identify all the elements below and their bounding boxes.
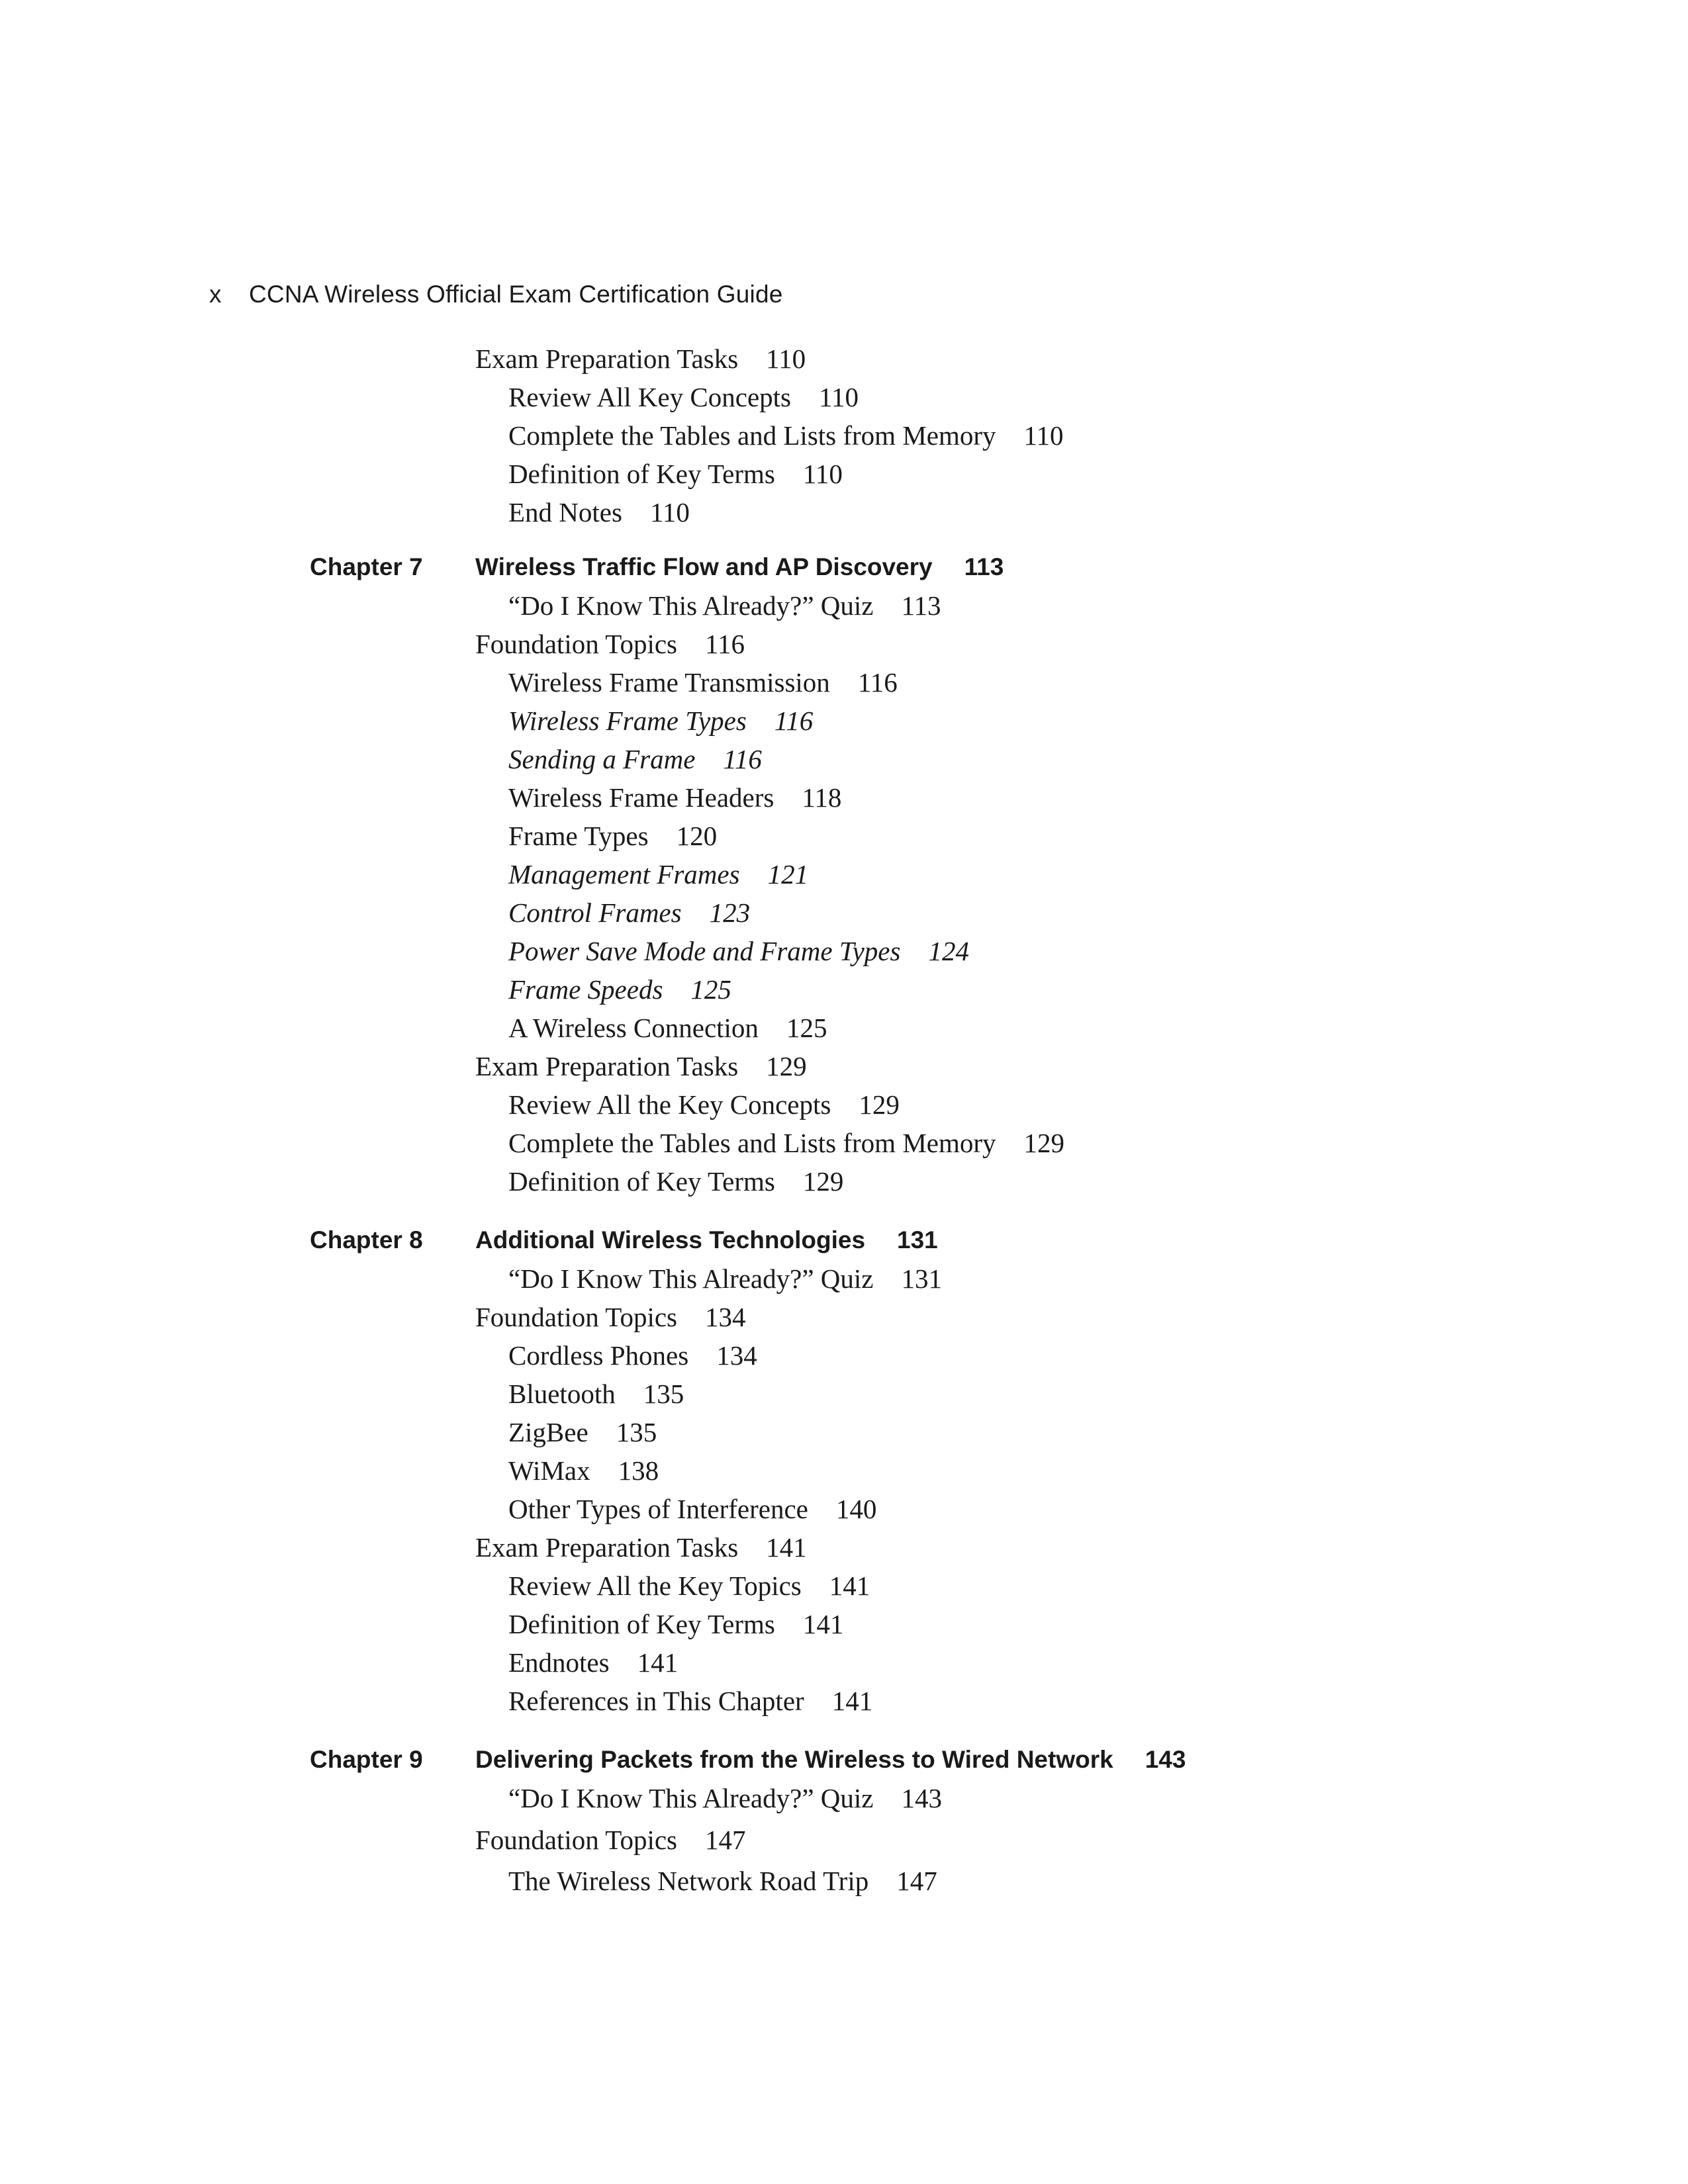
toc-entry <box>508 976 731 1003</box>
toc-entry-page: 147 <box>705 1825 746 1855</box>
toc-entry-label: ZigBee <box>508 1417 588 1447</box>
toc-entry-page: 110 <box>819 382 859 412</box>
toc-entry <box>508 1688 872 1715</box>
chapter-number: Chapter 9 <box>310 1746 423 1773</box>
toc-entry <box>508 746 762 773</box>
chapter-title-text: Wireless Traffic Flow and AP Discovery <box>475 553 933 580</box>
toc-entry <box>475 1534 807 1561</box>
toc-entry <box>475 1827 746 1854</box>
toc-entry-label: Foundation Topics <box>475 1825 678 1855</box>
toc-entry-label: “Do I Know This Already?” Quiz <box>508 1783 874 1813</box>
toc-entry-page: 143 <box>901 1783 942 1813</box>
toc-entry <box>475 631 745 658</box>
toc-entry-page: 125 <box>786 1013 827 1043</box>
toc-entry-page: 129 <box>859 1089 900 1120</box>
toc-entry-label: The Wireless Network Road Trip <box>508 1866 869 1896</box>
toc-entry <box>508 1419 657 1446</box>
toc-entry-label: Bluetooth <box>508 1379 616 1409</box>
toc-entry <box>508 1130 1064 1157</box>
toc-entry-label: Control Frames <box>508 897 682 928</box>
toc-entry-label: “Do I Know This Already?” Quiz <box>508 590 874 621</box>
toc-entry <box>508 1868 937 1895</box>
toc-entry-label: End Notes <box>508 497 622 527</box>
toc-entry <box>508 461 843 488</box>
toc-entry-label: Wireless Frame Types <box>508 705 747 736</box>
toc-entry <box>508 384 859 411</box>
toc-entry-page: 110 <box>1023 420 1064 451</box>
chapter-number: Chapter 7 <box>310 553 423 580</box>
toc-entry-page: 123 <box>709 897 751 928</box>
toc-entry <box>508 899 750 927</box>
toc-entry-label: Management Frames <box>508 859 740 889</box>
toc-entry-page: 129 <box>802 1166 844 1197</box>
toc-entry-label: Review All Key Concepts <box>508 382 792 412</box>
toc-entry-page: 116 <box>723 744 762 774</box>
toc-entry-page: 129 <box>766 1051 807 1081</box>
toc-entry-page: 118 <box>802 782 842 813</box>
chapter-number: Chapter 8 <box>310 1226 423 1253</box>
toc-entry-label: Complete the Tables and Lists from Memory <box>508 420 996 451</box>
toc-entry-page: 120 <box>676 821 718 851</box>
toc-entry-label: Foundation Topics <box>475 629 678 659</box>
toc-entry-page: 116 <box>857 667 898 698</box>
toc-entry <box>508 1611 843 1638</box>
chapter-title <box>475 1228 938 1252</box>
toc-entry <box>475 1304 746 1331</box>
toc-entry-page: 124 <box>928 936 969 966</box>
toc-entry <box>508 669 898 696</box>
toc-entry-label: Definition of Key Terms <box>508 459 775 489</box>
toc-entry <box>475 345 806 373</box>
toc-entry-label: Power Save Mode and Frame Types <box>508 936 901 966</box>
toc-entry-label: Sending a Frame <box>508 744 696 774</box>
toc-entry-label: Cordless Phones <box>508 1340 689 1371</box>
toc-entry-page: 110 <box>766 343 806 374</box>
toc-entry <box>508 1457 659 1484</box>
toc-entry-page: 134 <box>705 1302 746 1332</box>
toc-entry-page: 138 <box>618 1455 659 1486</box>
toc-entry-label: Exam Preparation Tasks <box>475 1051 739 1081</box>
chapter-title-text: Delivering Packets from the Wireless to Wired Network <box>475 1746 1113 1773</box>
toc-entry-page: 141 <box>831 1686 873 1716</box>
toc-entry-label: Exam Preparation Tasks <box>475 343 739 374</box>
chapter-page: 143 <box>1145 1746 1186 1773</box>
toc-entry <box>475 1053 807 1080</box>
chapter-title <box>475 555 1004 579</box>
toc-entry <box>508 499 690 526</box>
toc-entry-page: 110 <box>802 459 843 489</box>
chapter-page: 131 <box>897 1226 938 1253</box>
toc-entry <box>508 707 813 735</box>
toc-entry-page: 121 <box>767 859 809 889</box>
toc-entry-label: Frame Speeds <box>508 974 663 1005</box>
toc-entry-label: WiMax <box>508 1455 590 1486</box>
toc-entry-label: Review All the Key Topics <box>508 1570 802 1601</box>
toc-entry <box>508 1342 757 1369</box>
toc-entry-label: Frame Types <box>508 821 649 851</box>
toc-entry-page: 113 <box>901 590 941 621</box>
toc-entry-label: Endnotes <box>508 1647 610 1678</box>
book-title: CCNA Wireless Official Exam Certification Guide <box>249 281 783 308</box>
toc-entry <box>508 1091 900 1118</box>
toc-entry-page: 141 <box>802 1609 844 1639</box>
toc-entry <box>508 1572 870 1600</box>
toc-entry <box>508 422 1064 449</box>
toc-entry-page: 135 <box>616 1417 657 1447</box>
chapter-title <box>475 1747 1186 1772</box>
toc-entry-label: Wireless Frame Transmission <box>508 667 830 698</box>
toc-entry <box>508 1381 684 1408</box>
toc-entry-label: Exam Preparation Tasks <box>475 1532 739 1563</box>
toc-entry-page: 134 <box>716 1340 757 1371</box>
toc-entry <box>508 784 841 811</box>
toc-entry <box>508 861 808 888</box>
toc-entry <box>508 1168 843 1195</box>
toc-entry-page: 147 <box>896 1866 937 1896</box>
toc-entry-page: 141 <box>829 1570 870 1601</box>
toc-entry-page: 110 <box>649 497 690 527</box>
page-folio: x <box>209 281 222 308</box>
toc-entry-page: 135 <box>643 1379 684 1409</box>
toc-entry <box>508 592 941 619</box>
toc-entry-page: 116 <box>774 705 814 736</box>
toc-entry-label: Review All the Key Concepts <box>508 1089 831 1120</box>
toc-entry-label: “Do I Know This Already?” Quiz <box>508 1263 874 1294</box>
toc-entry-label: Foundation Topics <box>475 1302 678 1332</box>
chapter-page: 113 <box>964 553 1004 580</box>
toc-entry <box>508 1785 942 1812</box>
toc-entry <box>508 823 717 850</box>
toc-entry <box>508 938 969 965</box>
toc-entry-label: Complete the Tables and Lists from Memory <box>508 1128 996 1158</box>
toc-entry-page: 141 <box>637 1647 679 1678</box>
toc-entry-label: Other Types of Interference <box>508 1494 808 1524</box>
toc-entry-label: Wireless Frame Headers <box>508 782 774 813</box>
toc-entry-page: 140 <box>835 1494 877 1524</box>
toc-entry-page: 125 <box>690 974 731 1005</box>
toc-entry <box>508 1265 942 1293</box>
toc-entry <box>508 1015 827 1042</box>
toc-entry-label: Definition of Key Terms <box>508 1166 775 1197</box>
toc-entry-label: A Wireless Connection <box>508 1013 759 1043</box>
toc-entry-page: 131 <box>901 1263 942 1294</box>
toc-entry <box>508 1496 876 1523</box>
toc-entry-page: 141 <box>766 1532 807 1563</box>
toc-entry-label: References in This Chapter <box>508 1686 804 1716</box>
toc-entry-label: Definition of Key Terms <box>508 1609 775 1639</box>
chapter-title-text: Additional Wireless Technologies <box>475 1226 866 1253</box>
toc-entry-page: 129 <box>1023 1128 1065 1158</box>
toc-entry-page: 116 <box>705 629 745 659</box>
toc-entry <box>508 1649 678 1676</box>
